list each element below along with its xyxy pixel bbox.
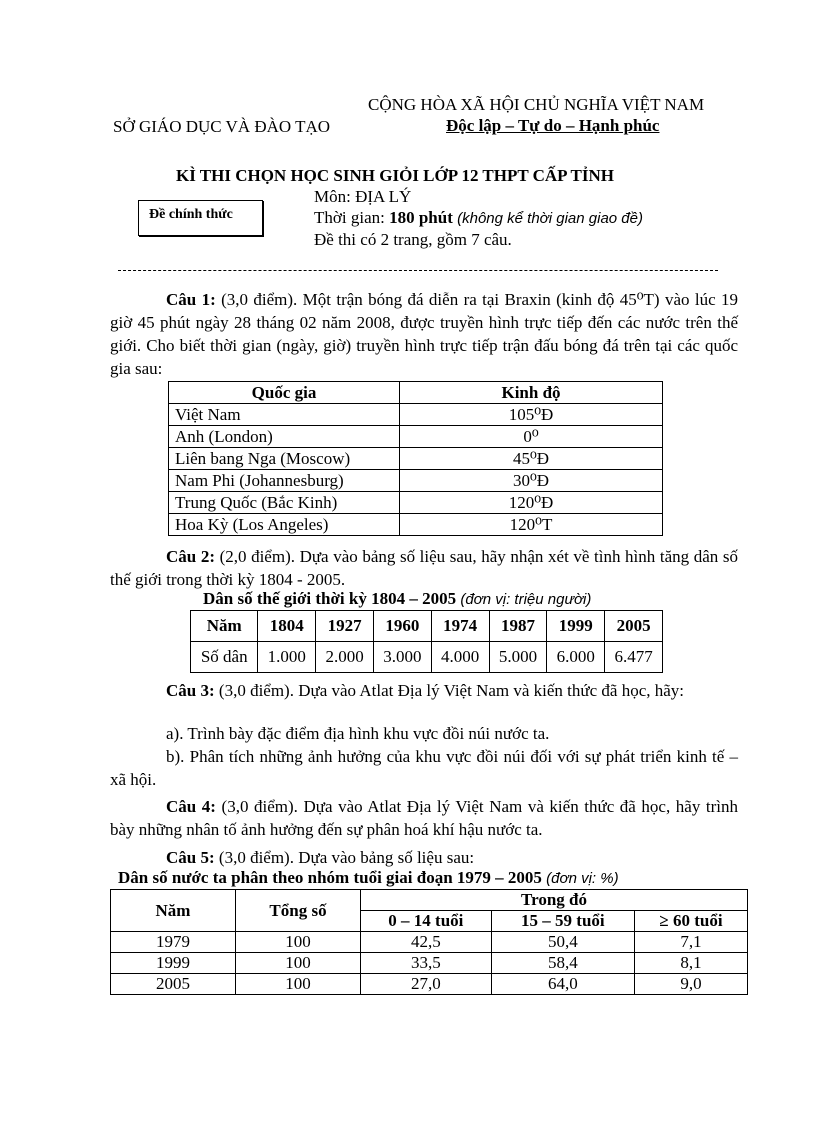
table-header: Kinh độ [400, 382, 663, 404]
exam-subject: Môn: ĐỊA LÝ [314, 187, 412, 206]
question-3: Câu 3: (3,0 điểm). Dựa vào Atlat Địa lý Việt Nam và kiến thức đã học, hãy: [166, 681, 685, 700]
divider [118, 270, 718, 271]
question-4: Câu 4: (3,0 điểm). Dựa vào Atlat Địa lý Việt Nam và kiến thức đã học, hãy trình bày những nhân tố ảnh hưởng đến sự phân hoá khí hậu nước ta. [110, 797, 738, 839]
question-3b: b). Phân tích những ảnh hưởng của khu vực đồi núi đối với sự phát triển kinh tế – xã hội. [110, 747, 738, 789]
table-row: Nam Phi (Johannesburg) 30⁰Đ [169, 470, 663, 492]
table-row: Hoa Kỳ (Los Angeles) 120⁰T [169, 514, 663, 536]
table-row: 1979 100 42,5 50,4 7,1 [111, 932, 748, 953]
question-5: Câu 5: (3,0 điểm). Dựa vào bảng số liệu sau: [166, 848, 475, 867]
table-header: ≥ 60 tuổi [634, 911, 747, 932]
table-row: 1999 100 33,5 58,4 8,1 [111, 953, 748, 974]
table-header: Trong đó [361, 890, 748, 911]
republic-name: CỘNG HÒA XÃ HỘI CHỦ NGHĨA VIỆT NAM [368, 95, 705, 114]
exam-title: KÌ THI CHỌN HỌC SINH GIỎI LỚP 12 THPT CẤP TỈNH [176, 166, 615, 185]
table-header: Quốc gia [169, 382, 400, 404]
table-header: Tổng số [236, 890, 361, 932]
department-name: SỞ GIÁO DỤC VÀ ĐÀO TẠO [113, 117, 331, 136]
table-header: 15 – 59 tuổi [491, 911, 634, 932]
table-header: 0 – 14 tuổi [361, 911, 492, 932]
table-row: Việt Nam 105⁰Đ [169, 404, 663, 426]
table-row: Số dân 1.000 2.000 3.000 4.000 5.000 6.000 6.477 [191, 642, 663, 673]
table-header: Năm [111, 890, 236, 932]
exam-time: Thời gian: 180 phút (không kể thời gian giao đề) [314, 208, 643, 227]
national-motto: Độc lập – Tự do – Hạnh phúc [446, 116, 660, 135]
table-row: Anh (London) 0⁰ [169, 426, 663, 448]
age-table [110, 889, 748, 995]
longitude-table [168, 381, 663, 536]
question-1: Câu 1: (3,0 điểm). Một trận bóng đá diễn ra tại Braxin (kinh độ 45⁰T) vào lúc 19 giờ 45 phút ngày 28 tháng 02 năm 2008, được truyền hình trực tiếp đến các nước trên thế giới. Cho biết thời gian (ngày, giờ) truyền hình trực tiếp trận đấu bóng đá trên tại các quốc gia sau: [110, 290, 738, 378]
age-table-title: Dân số nước ta phân theo nhóm tuổi giai đoạn 1979 – 2005 (đơn vị: %) [118, 868, 619, 887]
population-table [190, 610, 663, 673]
table-row: 2005 100 27,0 64,0 9,0 [111, 974, 748, 995]
table-row: Năm 1804 1927 1960 1974 1987 1999 2005 [191, 611, 663, 642]
official-badge: Đề chính thức [138, 200, 263, 236]
population-table-title: Dân số thế giới thời kỳ 1804 – 2005 (đơn vị: triệu người) [203, 589, 592, 608]
table-row: Trung Quốc (Bắc Kinh) 120⁰Đ [169, 492, 663, 514]
table-row: Liên bang Nga (Moscow) 45⁰Đ [169, 448, 663, 470]
exam-pages: Đề thi có 2 trang, gồm 7 câu. [314, 230, 512, 249]
question-3a: a). Trình bày đặc điểm địa hình khu vực đồi núi nước ta. [166, 724, 550, 743]
question-2: Câu 2: (2,0 điểm). Dựa vào bảng số liệu sau, hãy nhận xét về tình hình tăng dân số thế giới trong thời kỳ 1804 - 2005. [110, 547, 738, 589]
